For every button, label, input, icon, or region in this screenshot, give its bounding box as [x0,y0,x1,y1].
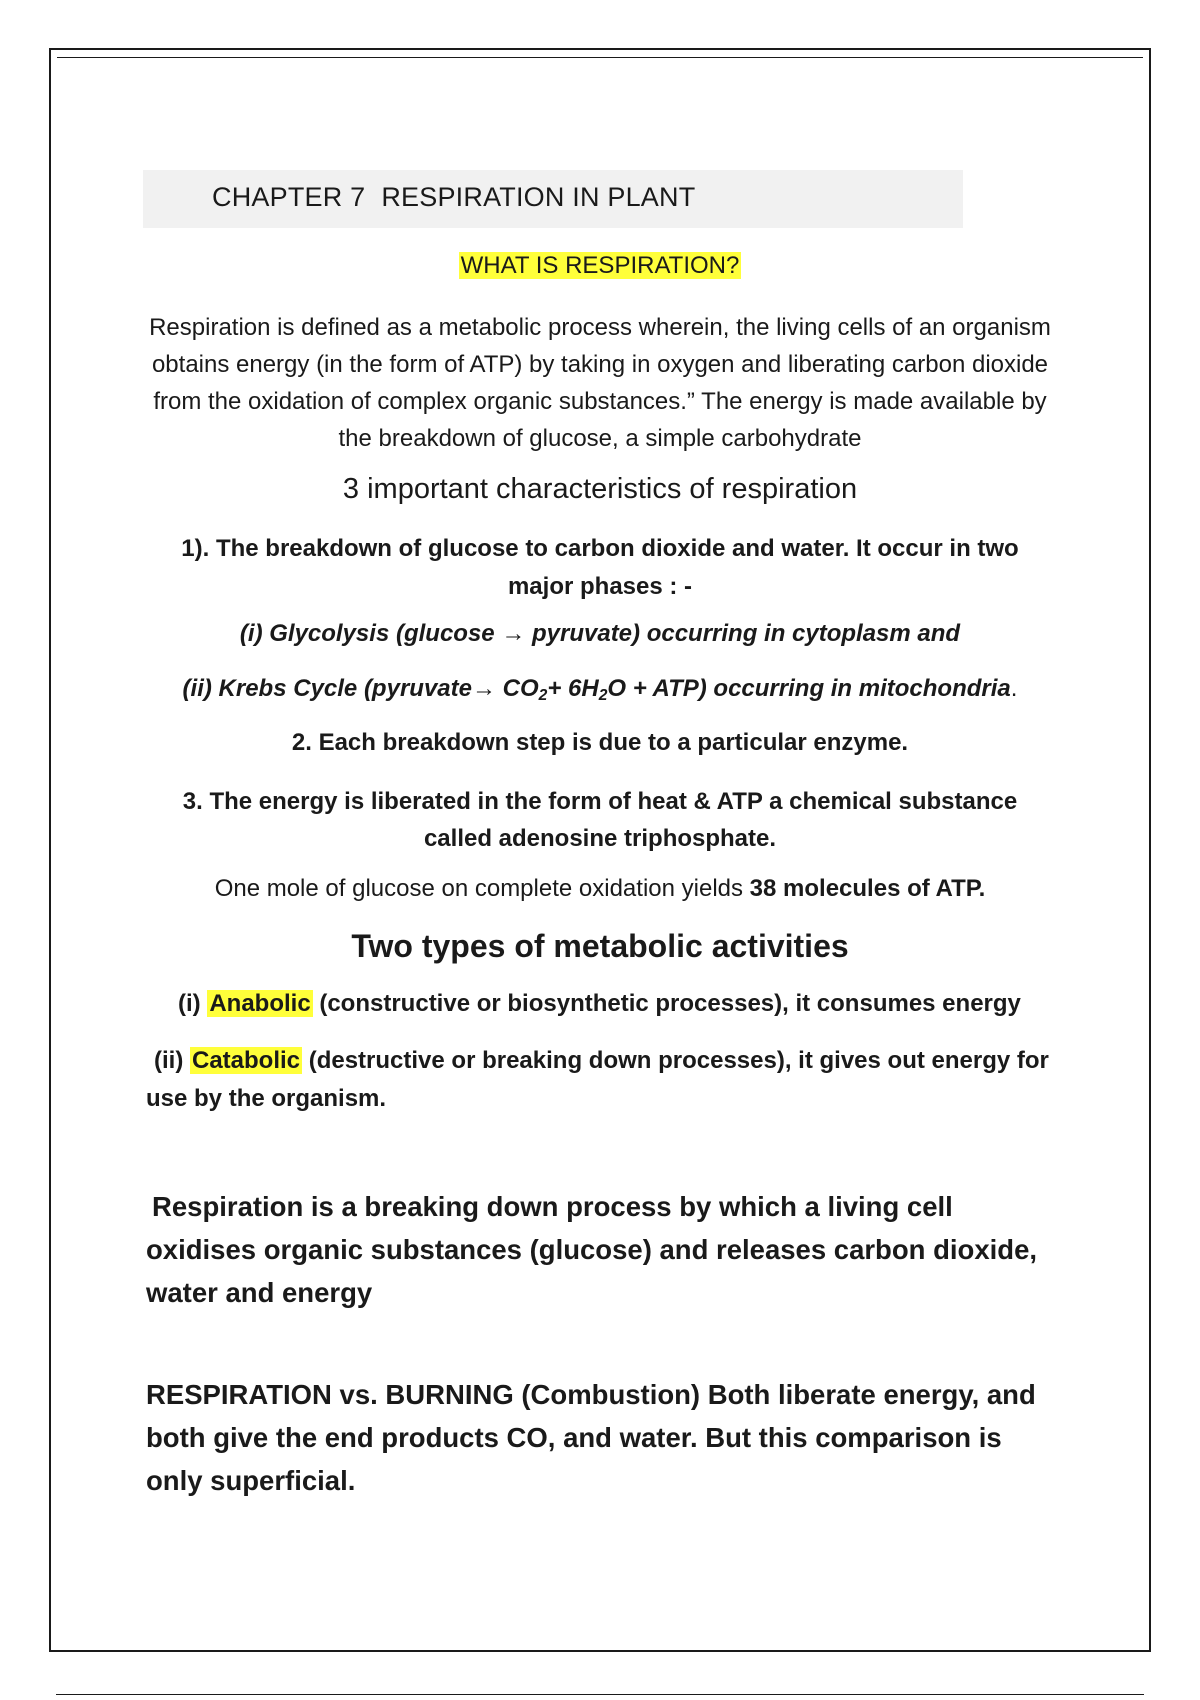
point-1-phase-ii [146,675,1054,703]
catabolic-rest: (destructive or breaking down processes), it gives out energy for use by the organism. [146,1047,1049,1112]
catabolic-term: Catabolic [192,1047,301,1074]
anabolic-prefix: (i) [178,990,208,1017]
point-3: 3. The energy is liberated in the form of heat & ATP a chemical substance called adenosine triphosphate. [182,788,1018,852]
question-heading-row [146,252,1054,280]
point-1: 1). The breakdown of glucose to carbon dioxide and water. It occur in two major phases : - [181,535,1019,600]
krebs-text-b: + 6H [547,675,599,702]
characteristics-heading: 3 important characteristics of respiration [342,473,858,505]
respiration-vs-burning: RESPIRATION vs. BURNING (Combustion) Both liberate energy, and both give the end products CO, and water. But this comparison is only superficial. [146,1379,1036,1496]
summary-text: Respiration is a breaking down process by which a living cell oxidises organic substances (glucose) and releases carbon dioxide, water and energy [146,1191,1037,1308]
krebs-sub-2: 2 [598,686,608,704]
mole-text: One mole of glucose on complete oxidation yields [214,875,750,902]
krebs-period: . [1010,675,1018,702]
anabolic-term: Anabolic [209,990,311,1017]
krebs-sub-1: 2 [538,686,548,704]
types-heading: Two types of metabolic activities [351,928,849,964]
catabolic-line [146,1042,1054,1118]
point-2: 2. Each breakdown step is due to a particular enzyme. [291,729,909,756]
chapter-number: CHAPTER 7 [212,182,366,212]
question-heading: WHAT IS RESPIRATION? [460,252,740,279]
border-inner-line [57,57,1143,58]
mole-statement [146,875,1054,903]
mole-bold: 38 molecules of ATP. [749,875,986,902]
anabolic-line [178,990,1058,1018]
footer-rule [56,1694,1144,1695]
krebs-text-c: O + ATP) occurring in mitochondria [607,675,1011,702]
anabolic-rest: (constructive or biosynthetic processes), it consumes energy [312,990,1021,1017]
chapter-title [212,182,695,213]
point-1-phase-i: (i) Glycolysis (glucose → pyruvate) occurring in cytoplasm and [239,620,961,647]
krebs-text-a: (ii) Krebs Cycle (pyruvate→ CO [182,675,539,702]
catabolic-prefix: (ii) [154,1047,190,1074]
respiration-summary [146,1185,1054,1314]
definition-paragraph: Respiration is defined as a metabolic process wherein, the living cells of an organism obtains energy (in the form of ATP) by taking in oxygen and liberating carbon dioxide from the oxidation of complex organic substances.” The energy is made available by the breakdown of glucose, a simple carbohydrate [149,314,1051,452]
chapter-name: RESPIRATION IN PLANT [381,182,696,212]
